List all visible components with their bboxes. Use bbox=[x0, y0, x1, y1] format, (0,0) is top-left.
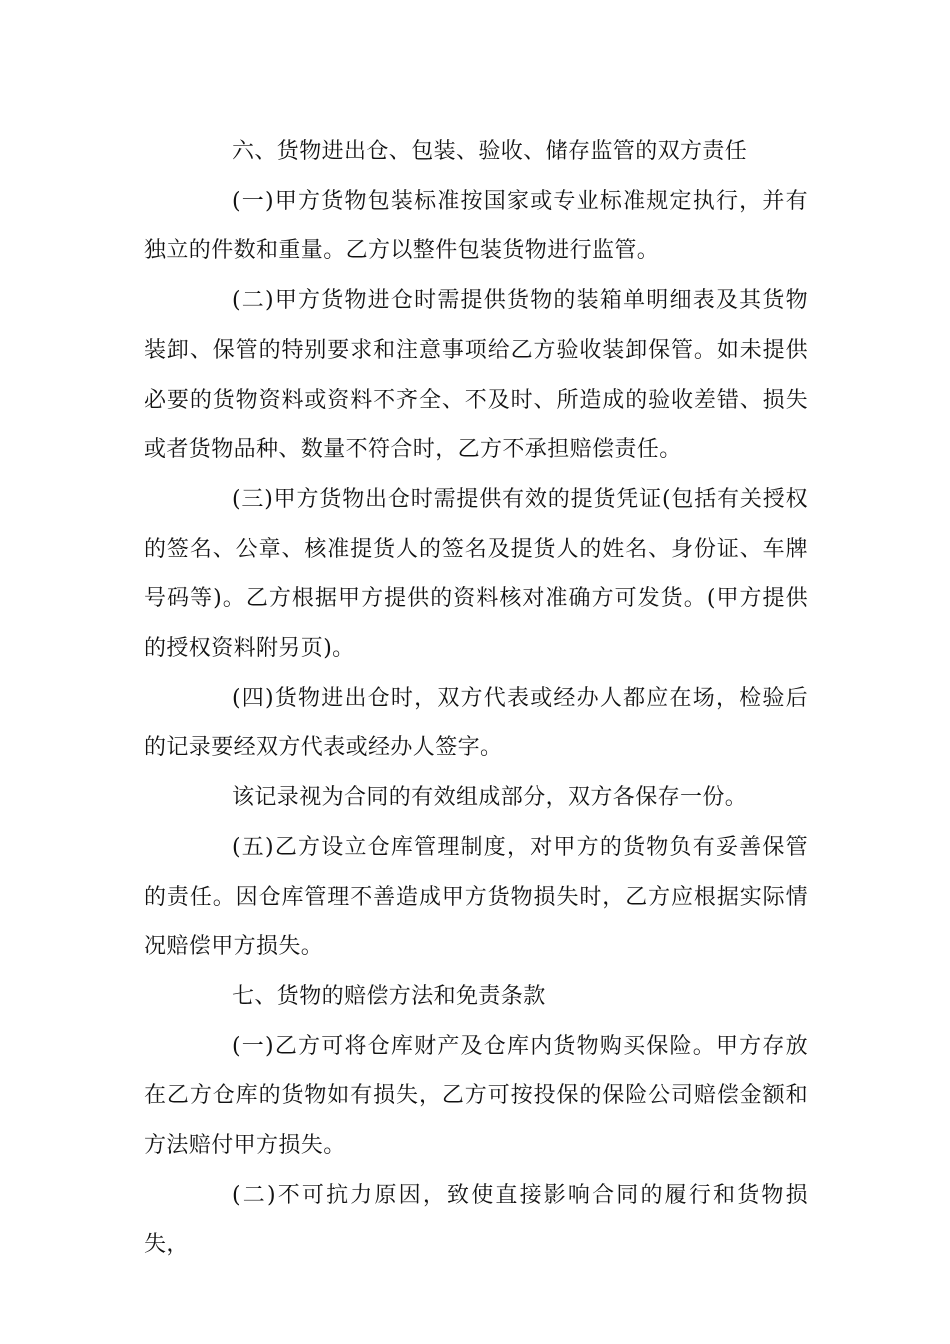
section-heading-six: 六、货物进出仓、包装、验收、储存监管的双方责任 bbox=[232, 139, 748, 164]
paragraph-6-5: (五)乙方设立仓库管理制度，对甲方的货物负有妥善保管的责任。因仓库管理不善造成甲方货物损失时，乙方应根据实际情况赔偿甲方损失。 bbox=[144, 834, 808, 960]
paragraph-6-4: (四)货物进出仓时，双方代表或经办人都应在场，检验后的记录要经双方代表或经办人签字。 bbox=[144, 685, 808, 761]
section-heading-seven: 七、货物的赔偿方法和免责条款 bbox=[232, 983, 546, 1009]
paragraph-6-1: (一)甲方货物包装标准按国家或专业标准规定执行，并有独立的件数和重量。乙方以整件包装货物进行监管。 bbox=[144, 188, 808, 264]
paragraph-6-3: (三)甲方货物出仓时需提供有效的提货凭证(包括有关授权的签名、公章、核准提货人的签名及提货人的姓名、身份证、车牌号码等)。乙方根据甲方提供的资料核对准确方可发货。(甲方提供的授权资料附另页)。 bbox=[144, 486, 808, 662]
paragraph-7-1: (一)乙方可将仓库财产及仓库内货物购买保险。甲方存放在乙方仓库的货物如有损失，乙方可按投保的保险公司赔偿金额和方法赔付甲方损失。 bbox=[144, 1033, 808, 1159]
document-body bbox=[144, 127, 808, 1270]
paragraph-7-2: (二)不可抗力原因，致使直接影响合同的履行和货物损失， bbox=[144, 1182, 808, 1258]
paragraph-6-2: (二)甲方货物进仓时需提供货物的装箱单明细表及其货物装卸、保管的特别要求和注意事项给乙方验收装卸保管。如未提供必要的货物资料或资料不齐全、不及时、所造成的验收差错、损失或者货物品种、数量不符合时，乙方不承担赔偿责任。 bbox=[144, 288, 808, 463]
paragraph-6-4-note: 该记录视为合同的有效组成部分，双方各保存一份。 bbox=[232, 785, 748, 811]
